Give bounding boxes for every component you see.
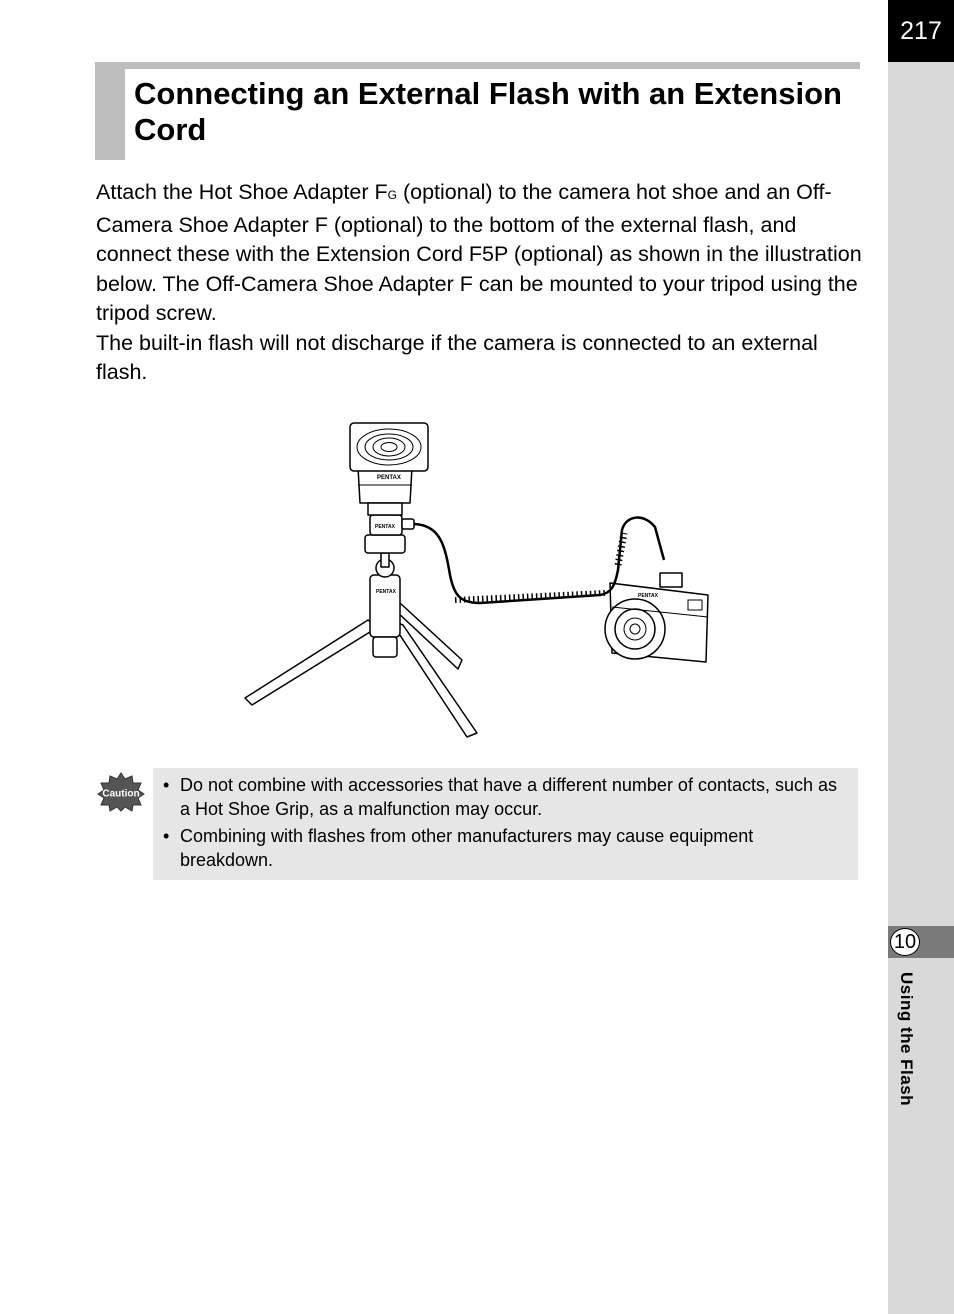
caution-icon (97, 772, 145, 812)
shoe-adapter-base (365, 535, 405, 553)
title-rule (95, 62, 860, 69)
page-number-box (888, 0, 954, 62)
tripod-foot (373, 637, 397, 657)
shoe-adapter-connector (402, 519, 414, 529)
grip-brand-label: PENTAX (376, 589, 396, 595)
paragraph-2: The built-in flash will not discharge if the camera is connected to an external flash. (96, 330, 818, 384)
caution-list (163, 773, 840, 872)
title-marker (95, 62, 125, 160)
page-number: 217 (900, 16, 942, 45)
list-item: • Do not combine with accessories that have a different number of contacts, such as a Hot Shoe Grip, as a malfunction may occur. (163, 775, 838, 819)
body-text (96, 178, 866, 388)
camera-hot-shoe-adapter (660, 573, 682, 587)
page-title: Connecting an External Flash with an Extension Cord (134, 76, 842, 147)
camera-lens-middle (615, 609, 655, 649)
tripod-grip (370, 575, 400, 637)
flash-foot (368, 503, 402, 515)
shoe-brand-label: PENTAX (375, 524, 395, 530)
caution-box (153, 768, 858, 880)
paragraph-1: Attach the Hot Shoe Adapter FG (optional) to the camera hot shoe and an Off-Camera Shoe Adapter F (optional) to the bottom of the external flash, and connect these with the Extension Cord F5P (optional) as shown in the illustration below. The Off-Camera Shoe Adapter F can be mounted to your tripod using the tripod screw. (96, 180, 862, 325)
flash-setup-illustration (240, 415, 720, 740)
chapter-number: 10 (890, 928, 920, 956)
chapter-title: Using the Flash (897, 972, 916, 1107)
svg-text:Caution: Caution (102, 788, 140, 800)
flash-brand-label: PENTAX (377, 475, 401, 481)
tripod-leg-left (245, 620, 378, 705)
camera-brand-label: PENTAX (638, 593, 658, 599)
ball-head-post (381, 553, 389, 567)
subscript-g: G (387, 188, 397, 202)
list-item: • Combining with flashes from other manufacturers may cause equipment breakdown. (163, 826, 754, 870)
flash-head (350, 423, 428, 471)
